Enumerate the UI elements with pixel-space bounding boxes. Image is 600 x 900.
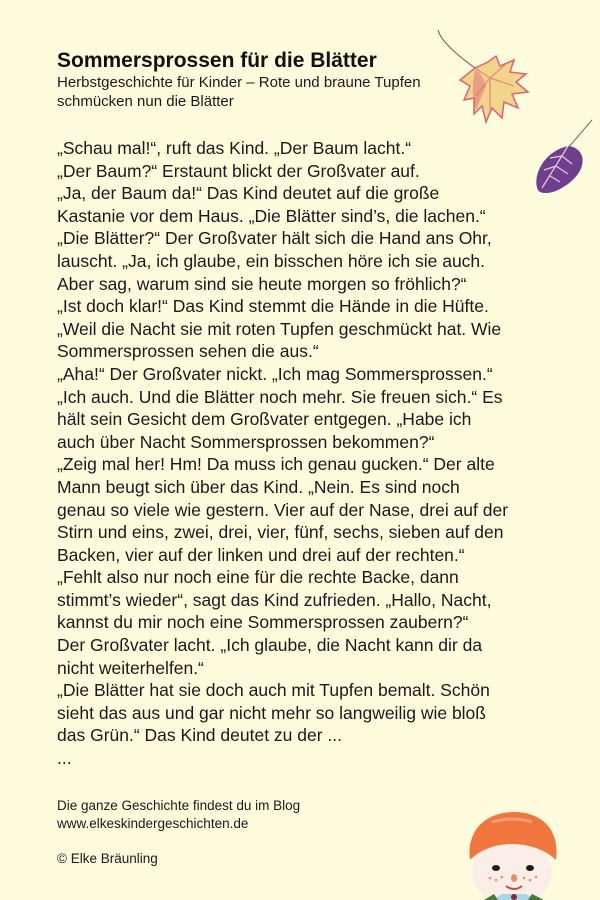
story-line: kannst du mir noch eine Sommersprossen zaubern?“	[57, 612, 469, 633]
story-line: lauscht. „Ja, ich glaube, ein bisschen höre ich sie auch.	[57, 250, 486, 271]
story-line: das Grün.“ Das Kind deutet zu der ...	[57, 725, 343, 746]
story-line: auch über Nacht Sommersprossen bekommen?“	[57, 431, 435, 452]
story-line: Mann beugt sich über das Kind. „Nein. Es sind noch	[57, 476, 460, 497]
story-line: „Ist doch klar!“ Das Kind stemmt die Hände in die Hüfte.	[57, 296, 489, 317]
story-line: „Der Baum?“ Erstaunt blickt der Großvater auf.	[57, 160, 420, 181]
story-line: „Schau mal!“, ruft das Kind. „Der Baum lacht.“	[57, 138, 412, 158]
story-line: genau so viele wie gestern. Vier auf der Nase, drei auf der	[57, 499, 509, 520]
story-line: Aber sag, warum sind sie heute morgen so fröhlich?“	[57, 273, 467, 294]
story-line: Der Großvater lacht. „Ich glaube, die Nacht kann dir da	[57, 635, 483, 656]
story-line: Backen, vier auf der linken und drei auf der rechten.“	[57, 544, 465, 565]
story-line: Stirn und eins, zwei, drei, vier, fünf, sechs, sieben auf den	[57, 522, 504, 543]
story-line: „Zeig mal her! Hm! Da muss ich genau gucken.“ Der alte	[57, 454, 495, 475]
story-line: hält sein Gesicht dem Großvater entgegen. „Habe ich	[57, 409, 472, 430]
page-subtitle: Herbstgeschichte für Kinder – Rote und braune Tupfen schmücken nun die Blätter	[57, 74, 421, 110]
copyright: © Elke Bräunling	[57, 851, 158, 866]
blog-note: Die ganze Geschichte findest du im Blog	[57, 798, 301, 813]
story-line: „Fehlt also nur noch eine für die rechte Backe, dann	[57, 567, 459, 588]
story-line: stimmt’s wieder“, sagt das Kind zufrieden. „Hallo, Nacht,	[57, 589, 492, 610]
blog-url: www.elkeskindergeschichten.de	[57, 816, 249, 831]
story-text	[57, 137, 557, 770]
story-line: „Aha!“ Der Großvater nickt. „Ich mag Sommersprossen.“	[57, 363, 493, 384]
story-line: „Die Blätter?“ Der Großvater hält sich die Hand ans Ohr,	[57, 228, 492, 249]
story-ellipsis: ...	[57, 748, 72, 769]
story-line: nicht weiterhelfen.“	[57, 657, 204, 678]
child-illustration-icon	[462, 800, 600, 900]
story-line: „Weil die Nacht sie mit roten Tupfen geschmückt hat. Wie	[57, 318, 502, 339]
story-line: sieht das aus und gar nicht mehr so langweilig wie bloß	[57, 702, 486, 723]
footer	[57, 797, 300, 868]
page-title: Sommersprossen für die Blätter	[57, 49, 377, 72]
maple-leaf-icon	[430, 30, 540, 130]
story-line: Kastanie vor dem Haus. „Die Blätter sind’s, die lachen.“	[57, 205, 486, 226]
story-line: „Die Blätter hat sie doch auch mit Tupfen bemalt. Schön	[57, 680, 490, 701]
story-line: Sommersprossen sehen die aus.“	[57, 341, 319, 362]
story-line: „Ja, der Baum da!“ Das Kind deutet auf die große	[57, 183, 440, 204]
story-line: „Ich auch. Und die Blätter noch mehr. Sie freuen sich.“ Es	[57, 386, 503, 407]
